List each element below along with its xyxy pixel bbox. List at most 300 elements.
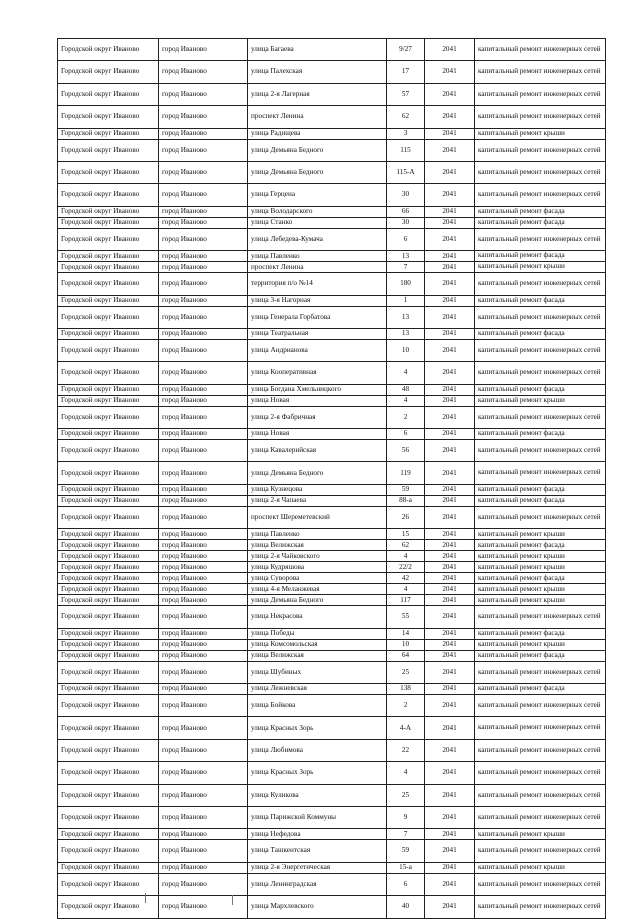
work-type-cell: капитальный ремонт крыши: [475, 862, 606, 873]
table-row: [58, 161, 606, 183]
settlement-cell: город Иваново: [159, 551, 248, 562]
municipality-cell: Городской округ Иваново: [58, 161, 159, 183]
house-number-cell: 6: [387, 228, 425, 250]
house-number-cell: 2: [387, 695, 425, 717]
work-type-cell: капитальный ремонт фасада: [475, 484, 606, 495]
settlement-cell: город Иваново: [159, 217, 248, 228]
year-cell: 2041: [425, 873, 475, 895]
settlement-cell: город Иваново: [159, 806, 248, 828]
table-row: [58, 429, 606, 440]
work-type-cell: капитальный ремонт крыши: [475, 829, 606, 840]
house-number-cell: 14: [387, 628, 425, 639]
year-cell: 2041: [425, 506, 475, 528]
work-type-cell: капитальный ремонт крыши: [475, 395, 606, 406]
year-cell: 2041: [425, 440, 475, 462]
street-cell: проспект Ленина: [248, 262, 387, 273]
year-cell: 2041: [425, 251, 475, 262]
year-cell: 2041: [425, 584, 475, 595]
street-cell: улица Велижская: [248, 650, 387, 661]
municipality-cell: Городской округ Иваново: [58, 628, 159, 639]
house-number-cell: 9: [387, 806, 425, 828]
year-cell: 2041: [425, 639, 475, 650]
table-body: [58, 39, 606, 919]
house-number-cell: 4: [387, 584, 425, 595]
street-cell: улица Радищева: [248, 128, 387, 139]
settlement-cell: город Иваново: [159, 529, 248, 540]
settlement-cell: город Иваново: [159, 395, 248, 406]
work-type-cell: капитальный ремонт инженерных сетей: [475, 440, 606, 462]
house-number-cell: 117: [387, 595, 425, 606]
street-cell: улица Кавалерийская: [248, 440, 387, 462]
house-number-cell: 6: [387, 873, 425, 895]
settlement-cell: город Иваново: [159, 406, 248, 428]
year-cell: 2041: [425, 39, 475, 61]
work-type-cell: капитальный ремонт фасада: [475, 495, 606, 506]
settlement-cell: город Иваново: [159, 106, 248, 128]
municipality-cell: Городской округ Иваново: [58, 484, 159, 495]
work-type-cell: капитальный ремонт инженерных сетей: [475, 739, 606, 761]
municipality-cell: Городской округ Иваново: [58, 661, 159, 683]
settlement-cell: город Иваново: [159, 862, 248, 873]
settlement-cell: город Иваново: [159, 484, 248, 495]
municipality-cell: Городской округ Иваново: [58, 39, 159, 61]
work-type-cell: капитальный ремонт фасада: [475, 384, 606, 395]
settlement-cell: город Иваново: [159, 595, 248, 606]
year-cell: 2041: [425, 529, 475, 540]
work-type-cell: капитальный ремонт инженерных сетей: [475, 228, 606, 250]
table-row: [58, 717, 606, 739]
settlement-cell: город Иваново: [159, 650, 248, 661]
house-number-cell: 119: [387, 462, 425, 484]
year-cell: 2041: [425, 806, 475, 828]
street-cell: улица Красных Зорь: [248, 762, 387, 784]
street-cell: улица Ленинградская: [248, 873, 387, 895]
house-number-cell: 62: [387, 106, 425, 128]
settlement-cell: город Иваново: [159, 295, 248, 306]
settlement-cell: город Иваново: [159, 384, 248, 395]
house-number-cell: 2: [387, 406, 425, 428]
work-type-cell: капитальный ремонт фасада: [475, 328, 606, 339]
house-number-cell: 3: [387, 128, 425, 139]
settlement-cell: город Иваново: [159, 39, 248, 61]
year-cell: 2041: [425, 484, 475, 495]
year-cell: 2041: [425, 161, 475, 183]
street-cell: улица Новая: [248, 429, 387, 440]
year-cell: 2041: [425, 628, 475, 639]
municipality-cell: Городской округ Иваново: [58, 83, 159, 105]
table-row: [58, 806, 606, 828]
work-type-cell: капитальный ремонт инженерных сетей: [475, 873, 606, 895]
year-cell: 2041: [425, 273, 475, 295]
street-cell: улица Нефедова: [248, 829, 387, 840]
work-type-cell: капитальный ремонт фасада: [475, 684, 606, 695]
street-cell: улица Павленко: [248, 529, 387, 540]
work-type-cell: капитальный ремонт крыши: [475, 551, 606, 562]
municipality-cell: Городской округ Иваново: [58, 406, 159, 428]
work-type-cell: капитальный ремонт инженерных сетей: [475, 106, 606, 128]
settlement-cell: город Иваново: [159, 262, 248, 273]
table-row: [58, 440, 606, 462]
settlement-cell: город Иваново: [159, 762, 248, 784]
year-cell: 2041: [425, 551, 475, 562]
work-type-cell: капитальный ремонт инженерных сетей: [475, 506, 606, 528]
municipality-cell: Городской округ Иваново: [58, 606, 159, 628]
year-cell: 2041: [425, 217, 475, 228]
table-row: [58, 306, 606, 328]
work-type-cell: капитальный ремонт инженерных сетей: [475, 273, 606, 295]
work-type-cell: капитальный ремонт фасада: [475, 429, 606, 440]
table-row: [58, 339, 606, 361]
municipality-cell: Городской округ Иваново: [58, 584, 159, 595]
house-number-cell: 13: [387, 306, 425, 328]
year-cell: 2041: [425, 762, 475, 784]
year-cell: 2041: [425, 829, 475, 840]
table-row: [58, 61, 606, 83]
street-cell: улица 2-я Энергетическая: [248, 862, 387, 873]
street-cell: улица Палехская: [248, 61, 387, 83]
work-type-cell: капитальный ремонт инженерных сетей: [475, 762, 606, 784]
street-cell: улица Ташкентская: [248, 840, 387, 862]
municipality-cell: Городской округ Иваново: [58, 506, 159, 528]
settlement-cell: город Иваново: [159, 661, 248, 683]
street-cell: улица Генерала Горбатова: [248, 306, 387, 328]
settlement-cell: город Иваново: [159, 440, 248, 462]
work-type-cell: капитальный ремонт инженерных сетей: [475, 606, 606, 628]
municipality-cell: Городской округ Иваново: [58, 840, 159, 862]
table-row: [58, 495, 606, 506]
year-cell: 2041: [425, 228, 475, 250]
work-type-cell: капитальный ремонт инженерных сетей: [475, 806, 606, 828]
settlement-cell: город Иваново: [159, 128, 248, 139]
work-type-cell: капитальный ремонт инженерных сетей: [475, 840, 606, 862]
table-row: [58, 462, 606, 484]
table-row: [58, 184, 606, 206]
house-number-cell: 4: [387, 362, 425, 384]
year-cell: 2041: [425, 717, 475, 739]
street-cell: улица Парижской Коммуны: [248, 806, 387, 828]
work-type-cell: капитальный ремонт инженерных сетей: [475, 83, 606, 105]
settlement-cell: город Иваново: [159, 840, 248, 862]
house-number-cell: 48: [387, 384, 425, 395]
year-cell: 2041: [425, 306, 475, 328]
street-cell: улица Станко: [248, 217, 387, 228]
settlement-cell: город Иваново: [159, 184, 248, 206]
year-cell: 2041: [425, 695, 475, 717]
municipality-cell: Городской округ Иваново: [58, 106, 159, 128]
settlement-cell: город Иваново: [159, 639, 248, 650]
house-number-cell: 59: [387, 484, 425, 495]
municipality-cell: Городской округ Иваново: [58, 339, 159, 361]
work-type-cell: капитальный ремонт инженерных сетей: [475, 896, 606, 918]
table-row: [58, 540, 606, 551]
house-number-cell: 22: [387, 739, 425, 761]
street-cell: улица Богдана Хмельницкого: [248, 384, 387, 395]
municipality-cell: Городской округ Иваново: [58, 896, 159, 918]
settlement-cell: город Иваново: [159, 784, 248, 806]
street-cell: улица 2-я Чайковского: [248, 551, 387, 562]
municipality-cell: Городской округ Иваново: [58, 362, 159, 384]
street-cell: улица Андрианова: [248, 339, 387, 361]
table-row: [58, 384, 606, 395]
table-row: [58, 262, 606, 273]
municipality-cell: Городской округ Иваново: [58, 862, 159, 873]
table-row: [58, 206, 606, 217]
table-row: [58, 395, 606, 406]
municipality-cell: Городской округ Иваново: [58, 529, 159, 540]
street-cell: улица Демьяна Бедного: [248, 139, 387, 161]
year-cell: 2041: [425, 573, 475, 584]
table-row: [58, 862, 606, 873]
settlement-cell: город Иваново: [159, 628, 248, 639]
year-cell: 2041: [425, 106, 475, 128]
street-cell: улица 4-я Меланжевая: [248, 584, 387, 595]
year-cell: 2041: [425, 295, 475, 306]
street-cell: проспект Ленина: [248, 106, 387, 128]
table-row: [58, 139, 606, 161]
house-number-cell: 1: [387, 295, 425, 306]
table-row: [58, 484, 606, 495]
street-cell: проспект Шереметевский: [248, 506, 387, 528]
municipality-cell: Городской округ Иваново: [58, 829, 159, 840]
year-cell: 2041: [425, 184, 475, 206]
work-type-cell: капитальный ремонт фасада: [475, 217, 606, 228]
street-cell: улица Бойкова: [248, 695, 387, 717]
street-cell: улица Багаева: [248, 39, 387, 61]
year-cell: 2041: [425, 395, 475, 406]
scan-mark: [145, 893, 146, 903]
street-cell: улица 2-я Чапаева: [248, 495, 387, 506]
municipality-cell: Городской округ Иваново: [58, 806, 159, 828]
work-type-cell: капитальный ремонт фасада: [475, 650, 606, 661]
settlement-cell: город Иваново: [159, 61, 248, 83]
year-cell: 2041: [425, 650, 475, 661]
work-type-cell: капитальный ремонт крыши: [475, 595, 606, 606]
table-row: [58, 39, 606, 61]
table-row: [58, 829, 606, 840]
municipality-cell: Городской округ Иваново: [58, 639, 159, 650]
year-cell: 2041: [425, 661, 475, 683]
work-type-cell: капитальный ремонт инженерных сетей: [475, 717, 606, 739]
municipality-cell: Городской округ Иваново: [58, 440, 159, 462]
year-cell: 2041: [425, 684, 475, 695]
street-cell: улица Любимова: [248, 739, 387, 761]
table-row: [58, 684, 606, 695]
table-row: [58, 650, 606, 661]
work-type-cell: капитальный ремонт фасада: [475, 628, 606, 639]
street-cell: территория п/о №14: [248, 273, 387, 295]
street-cell: улица Мархлевского: [248, 896, 387, 918]
settlement-cell: город Иваново: [159, 573, 248, 584]
table-row: [58, 739, 606, 761]
year-cell: 2041: [425, 61, 475, 83]
work-type-cell: капитальный ремонт инженерных сетей: [475, 362, 606, 384]
street-cell: улица Комсомольская: [248, 639, 387, 650]
work-type-cell: капитальный ремонт инженерных сетей: [475, 161, 606, 183]
settlement-cell: город Иваново: [159, 339, 248, 361]
house-number-cell: 6: [387, 429, 425, 440]
house-number-cell: 88-а: [387, 495, 425, 506]
house-number-cell: 15: [387, 529, 425, 540]
street-cell: улица Велижская: [248, 540, 387, 551]
table-row: [58, 840, 606, 862]
table-row: [58, 328, 606, 339]
house-number-cell: 7: [387, 262, 425, 273]
municipality-cell: Городской округ Иваново: [58, 784, 159, 806]
house-number-cell: 17: [387, 61, 425, 83]
municipality-cell: Городской округ Иваново: [58, 595, 159, 606]
house-number-cell: 26: [387, 506, 425, 528]
house-number-cell: 4: [387, 395, 425, 406]
work-type-cell: капитальный ремонт фасада: [475, 251, 606, 262]
house-number-cell: 62: [387, 540, 425, 551]
settlement-cell: город Иваново: [159, 273, 248, 295]
house-number-cell: 9/27: [387, 39, 425, 61]
settlement-cell: город Иваново: [159, 562, 248, 573]
year-cell: 2041: [425, 606, 475, 628]
street-cell: улица Некрасова: [248, 606, 387, 628]
settlement-cell: город Иваново: [159, 695, 248, 717]
settlement-cell: город Иваново: [159, 584, 248, 595]
year-cell: 2041: [425, 862, 475, 873]
house-number-cell: 59: [387, 840, 425, 862]
municipality-cell: Городской округ Иваново: [58, 273, 159, 295]
municipality-cell: Городской округ Иваново: [58, 429, 159, 440]
house-number-cell: 13: [387, 328, 425, 339]
year-cell: 2041: [425, 139, 475, 161]
settlement-cell: город Иваново: [159, 306, 248, 328]
house-number-cell: 10: [387, 339, 425, 361]
house-number-cell: 66: [387, 206, 425, 217]
year-cell: 2041: [425, 362, 475, 384]
table-row: [58, 762, 606, 784]
table-row: [58, 228, 606, 250]
table-row: [58, 128, 606, 139]
settlement-cell: город Иваново: [159, 506, 248, 528]
table-row: [58, 639, 606, 650]
street-cell: улица Павленко: [248, 251, 387, 262]
house-number-cell: 30: [387, 184, 425, 206]
street-cell: улица Герцена: [248, 184, 387, 206]
settlement-cell: город Иваново: [159, 739, 248, 761]
work-type-cell: капитальный ремонт фасада: [475, 295, 606, 306]
year-cell: 2041: [425, 784, 475, 806]
table-row: [58, 362, 606, 384]
settlement-cell: город Иваново: [159, 139, 248, 161]
settlement-cell: город Иваново: [159, 829, 248, 840]
work-type-cell: капитальный ремонт инженерных сетей: [475, 695, 606, 717]
street-cell: улица Володарского: [248, 206, 387, 217]
municipality-cell: Городской округ Иваново: [58, 306, 159, 328]
settlement-cell: город Иваново: [159, 495, 248, 506]
municipality-cell: Городской округ Иваново: [58, 128, 159, 139]
table-row: [58, 506, 606, 528]
work-type-cell: капитальный ремонт инженерных сетей: [475, 61, 606, 83]
settlement-cell: город Иваново: [159, 251, 248, 262]
settlement-cell: город Иваново: [159, 206, 248, 217]
scan-mark: [232, 895, 233, 905]
house-number-cell: 25: [387, 784, 425, 806]
municipality-cell: Городской округ Иваново: [58, 251, 159, 262]
street-cell: улица Красных Зорь: [248, 717, 387, 739]
house-number-cell: 57: [387, 83, 425, 105]
house-number-cell: 115: [387, 139, 425, 161]
table-row: [58, 217, 606, 228]
municipality-cell: Городской округ Иваново: [58, 184, 159, 206]
table-row: [58, 628, 606, 639]
settlement-cell: город Иваново: [159, 362, 248, 384]
house-number-cell: 30: [387, 217, 425, 228]
work-type-cell: капитальный ремонт инженерных сетей: [475, 661, 606, 683]
settlement-cell: город Иваново: [159, 83, 248, 105]
settlement-cell: город Иваново: [159, 896, 248, 918]
house-number-cell: 25: [387, 661, 425, 683]
year-cell: 2041: [425, 384, 475, 395]
year-cell: 2041: [425, 739, 475, 761]
street-cell: улица 2-я Фабричная: [248, 406, 387, 428]
work-type-cell: капитальный ремонт крыши: [475, 262, 606, 273]
municipality-cell: Городской округ Иваново: [58, 328, 159, 339]
year-cell: 2041: [425, 328, 475, 339]
work-type-cell: капитальный ремонт фасада: [475, 573, 606, 584]
settlement-cell: город Иваново: [159, 606, 248, 628]
municipality-cell: Городской округ Иваново: [58, 573, 159, 584]
municipality-cell: Городской округ Иваново: [58, 61, 159, 83]
house-number-cell: 22/2: [387, 562, 425, 573]
year-cell: 2041: [425, 562, 475, 573]
settlement-cell: город Иваново: [159, 684, 248, 695]
repair-schedule-table: [57, 38, 606, 919]
table-row: [58, 896, 606, 918]
year-cell: 2041: [425, 406, 475, 428]
work-type-cell: капитальный ремонт крыши: [475, 562, 606, 573]
work-type-cell: капитальный ремонт инженерных сетей: [475, 339, 606, 361]
municipality-cell: Городской округ Иваново: [58, 717, 159, 739]
work-type-cell: капитальный ремонт инженерных сетей: [475, 39, 606, 61]
year-cell: 2041: [425, 83, 475, 105]
municipality-cell: Городской округ Иваново: [58, 739, 159, 761]
settlement-cell: город Иваново: [159, 462, 248, 484]
year-cell: 2041: [425, 429, 475, 440]
settlement-cell: город Иваново: [159, 161, 248, 183]
municipality-cell: Городской округ Иваново: [58, 262, 159, 273]
street-cell: улица Суворова: [248, 573, 387, 584]
house-number-cell: 55: [387, 606, 425, 628]
table-row: [58, 573, 606, 584]
work-type-cell: капитальный ремонт инженерных сетей: [475, 406, 606, 428]
work-type-cell: капитальный ремонт инженерных сетей: [475, 306, 606, 328]
house-number-cell: 4: [387, 762, 425, 784]
municipality-cell: Городской округ Иваново: [58, 384, 159, 395]
municipality-cell: Городской округ Иваново: [58, 217, 159, 228]
house-number-cell: 40: [387, 896, 425, 918]
house-number-cell: 4-А: [387, 717, 425, 739]
house-number-cell: 64: [387, 650, 425, 661]
year-cell: 2041: [425, 262, 475, 273]
house-number-cell: 4: [387, 551, 425, 562]
municipality-cell: Городской округ Иваново: [58, 684, 159, 695]
table-row: [58, 251, 606, 262]
house-number-cell: 7: [387, 829, 425, 840]
street-cell: улица Лежневская: [248, 684, 387, 695]
year-cell: 2041: [425, 495, 475, 506]
house-number-cell: 15-а: [387, 862, 425, 873]
street-cell: улица Кузнецова: [248, 484, 387, 495]
year-cell: 2041: [425, 462, 475, 484]
street-cell: улица Победы: [248, 628, 387, 639]
street-cell: улица Куликова: [248, 784, 387, 806]
street-cell: улица 2-я Лагерная: [248, 83, 387, 105]
house-number-cell: 10: [387, 639, 425, 650]
